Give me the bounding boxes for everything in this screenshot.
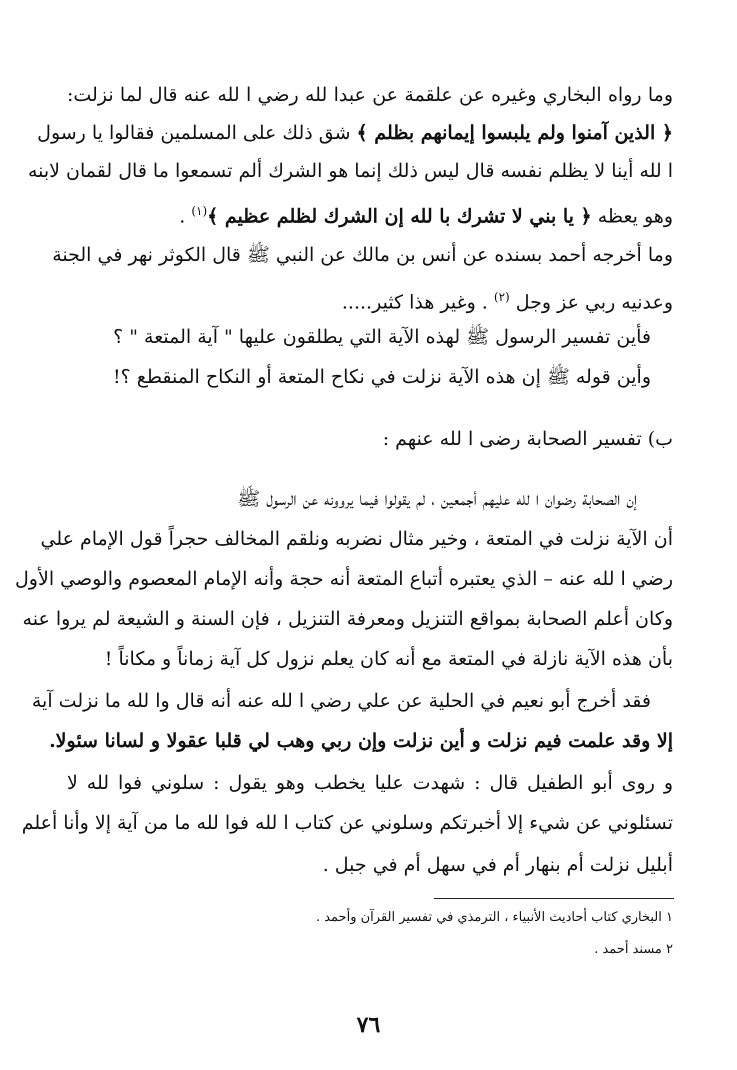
paragraph-3-line-1: إن الصحابة رضوان ا لله عليهم أجمعين ، لم يقولوا فيما يروونه عن الرسول ﷺ — [237, 488, 637, 510]
paragraph-3-line-3: رضي ا لله عنه – الذي يعتبره أتباع المتعة أنه حجة وأنه الإمام المعصوم والوصي الأول — [15, 568, 673, 590]
paragraph-3-line-5: بأن هذه الآية نازلة في المتعة مع أنه كان يعلم نزول كل آية زماناً و مكاناً ! — [104, 648, 673, 670]
paragraph-3-line-4: وكان أعلم الصحابة بمواقع التنزيل ومعرفة التنزيل ، فإن السنة و الشيعة لم يروا عنه — [22, 608, 673, 630]
footnote-2: ٢ مسند أحمد . — [594, 942, 673, 957]
quran-verse: ﴿ يا بني لا تشرك با لله إن الشرك لظلم عظيم ﴾ — [207, 205, 592, 228]
paragraph-1-line-4 — [179, 196, 673, 226]
paragraph-5-line-1: و روى أبو الطفيل قال : شهدت عليا يخطب وهو يقول : سلوني فوا لله لا — [67, 772, 673, 794]
paragraph-2-line-3: فأين تفسير الرسول ﷺ لهذه الآية التي يطلقون عليها " آية المتعة " ؟ — [113, 326, 651, 348]
paragraph-1-line-4-end: . — [179, 205, 192, 228]
paragraph-4-line-2: إلا وقد علمت فيم نزلت و أين نزلت وإن ربي وهب لي قلبا عقولا و لسانا سئولا. — [49, 730, 673, 752]
footnote-ref-2: (٢) — [493, 290, 510, 304]
paragraph-5-line-3: أبليل نزلت أم بنهار أم في سهل أم في جبل . — [322, 854, 673, 876]
paragraph-2-line-2-end: . وغير هذا كثير..... — [341, 291, 494, 314]
section-heading: ب) تفسير الصحابة رضى ا لله عنهم : — [382, 428, 673, 450]
paragraph-1-line-2 — [37, 118, 673, 148]
paragraph-2-line-2 — [342, 282, 673, 312]
paragraph-5-line-2: تسئلوني عن شيء إلا أخبرتكم وسلوني عن كتاب ا لله فوا لله ما من آية إلا وأنا أعلم — [21, 812, 673, 834]
paragraph-3-line-2: أن الآية نزلت في المتعة ، وخير مثال نضربه ونلقم المخالف حجراً قول الإمام علي — [40, 528, 673, 550]
quran-verse: ﴿ الذين آمنوا ولم يلبسوا إيمانهم بظلم ﴾ — [356, 122, 673, 144]
paragraph-1-line-4-start: وهو يعظه — [591, 205, 673, 228]
paragraph-2-line-1: وما أخرجه أحمد بسنده عن أنس بن مالك عن النبي ﷺ قال الكوثر نهر في الجنة — [52, 244, 673, 266]
paragraph-4-line-1: فقد أخرج أبو نعيم في الحلية عن علي رضي ا لله عنه أنه قال وا لله ما نزلت آية — [31, 690, 651, 712]
paragraph-2-line-4: وأين قوله ﷺ إن هذه الآية نزلت في نكاح المتعة أو النكاح المنقطع ؟! — [112, 366, 651, 388]
paragraph-1-line-2-rest: شق ذلك على المسلمين فقالوا يا رسول — [37, 122, 357, 144]
footnote-ref-1: (١) — [191, 204, 208, 218]
paragraph-1-line-1: وما رواه البخاري وغيره عن علقمة عن عبدا لله رضي ا لله عنه قال لما نزلت: — [67, 84, 673, 106]
page-number: ٧٦ — [356, 1012, 381, 1038]
paragraph-1-line-3: ا لله أينا لا يظلم نفسه قال ليس ذلك إنما هو الشرك ألم تسمعوا ما قال لقمان لابنه — [27, 160, 673, 182]
footnote-divider — [434, 898, 674, 899]
paragraph-2-line-2-start: وعدنيه ربي عز وجل — [509, 291, 673, 314]
footnote-1: ١ البخاري كتاب أحاديث الأنبياء ، الترمذي في تفسير القرآن وأحمد . — [315, 910, 673, 925]
